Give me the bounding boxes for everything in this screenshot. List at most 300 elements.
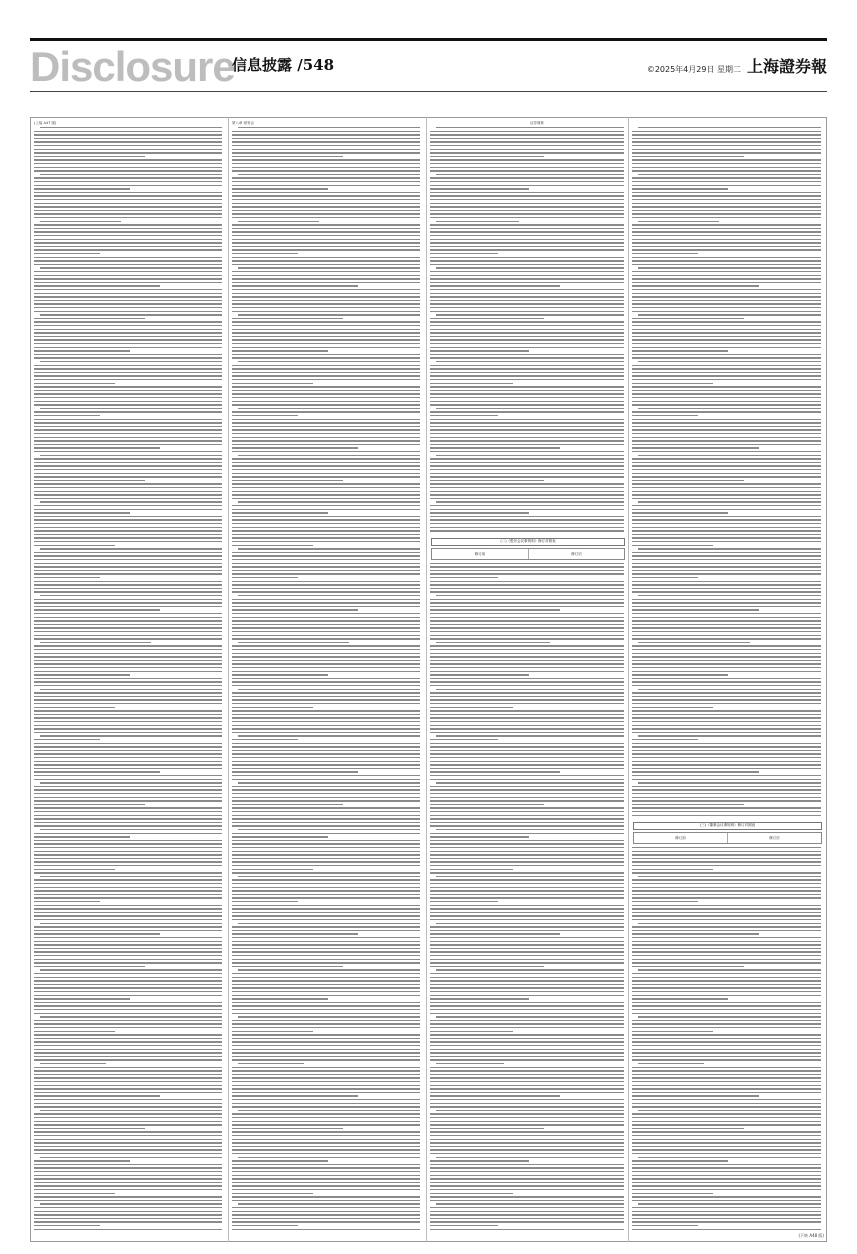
text-line — [632, 890, 821, 891]
text-line — [34, 1121, 222, 1122]
text-line — [34, 199, 222, 200]
text-line — [34, 1164, 222, 1165]
text-line — [632, 858, 821, 859]
text-line — [632, 753, 821, 754]
text-line — [34, 1045, 222, 1046]
text-line — [632, 1074, 821, 1075]
text-line — [34, 1211, 222, 1212]
text-line — [34, 1149, 222, 1150]
text-line — [34, 1020, 222, 1021]
text-line — [34, 505, 222, 506]
text-line — [632, 663, 821, 664]
text-line — [34, 905, 222, 906]
text-line — [232, 1193, 313, 1194]
text-line — [632, 645, 821, 646]
text-line — [232, 681, 420, 682]
text-line — [632, 422, 821, 423]
text-line — [632, 473, 821, 474]
text-line — [232, 253, 298, 254]
text-line — [632, 804, 744, 805]
text-line — [238, 361, 420, 362]
text-line — [232, 1185, 420, 1186]
text-line — [34, 926, 222, 927]
text-line — [632, 437, 821, 438]
text-line — [232, 163, 420, 164]
text-line — [34, 440, 222, 441]
text-line — [632, 264, 821, 265]
text-line — [34, 530, 222, 531]
text-line — [34, 948, 222, 949]
text-line — [632, 537, 821, 538]
text-line — [632, 1211, 821, 1212]
text-line — [34, 1221, 222, 1222]
text-line — [632, 725, 821, 726]
text-line — [632, 1121, 821, 1122]
text-line — [638, 174, 821, 175]
text-line — [232, 480, 343, 481]
text-line — [632, 919, 821, 920]
text-line — [232, 498, 420, 499]
text-line — [232, 933, 358, 934]
text-line — [632, 321, 821, 322]
comparison-table-header — [431, 548, 625, 560]
text-line — [34, 1088, 222, 1089]
text-line — [238, 1203, 420, 1204]
text-line — [34, 836, 130, 837]
text-line — [34, 915, 222, 916]
text-line — [632, 606, 821, 607]
text-line — [34, 1005, 222, 1006]
table-header-after: 修订后 — [769, 836, 780, 840]
text-line — [632, 390, 821, 391]
text-line — [632, 307, 821, 308]
text-line — [632, 285, 759, 286]
text-line — [632, 930, 821, 931]
text-line — [638, 408, 821, 409]
text-line — [34, 1225, 100, 1226]
text-line — [34, 1085, 222, 1086]
text-line — [34, 1185, 222, 1186]
text-line — [638, 1016, 821, 1017]
text-line — [632, 167, 821, 168]
text-line — [632, 1067, 821, 1068]
text-line — [232, 368, 420, 369]
text-line — [632, 278, 821, 279]
text-line — [632, 1221, 821, 1222]
text-line — [232, 779, 420, 780]
text-line — [34, 811, 222, 812]
text-line — [34, 739, 100, 740]
text-line — [632, 602, 821, 603]
text-line — [632, 192, 821, 193]
text-line — [34, 818, 222, 819]
text-line — [34, 1095, 160, 1096]
text-line — [34, 843, 222, 844]
text-line — [40, 595, 222, 596]
text-line — [632, 638, 821, 639]
text-line — [34, 624, 222, 625]
text-line — [232, 573, 420, 574]
column-divider — [426, 117, 427, 1242]
text-line — [632, 1049, 821, 1050]
text-line — [34, 959, 222, 960]
text-line — [232, 897, 420, 898]
text-line — [632, 987, 821, 988]
text-line — [34, 681, 222, 682]
text-line — [232, 1200, 420, 1201]
text-line — [34, 1056, 222, 1057]
text-line — [40, 829, 222, 830]
text-line — [40, 782, 222, 783]
text-line — [34, 962, 222, 963]
text-line — [632, 404, 821, 405]
text-line — [632, 1229, 821, 1230]
text-line — [34, 663, 222, 664]
text-line — [632, 793, 821, 794]
text-line — [232, 483, 420, 484]
text-line — [34, 149, 222, 150]
text-line — [34, 1207, 222, 1208]
text-line — [34, 336, 222, 337]
text-line — [632, 411, 821, 412]
text-line — [238, 642, 349, 643]
text-line — [34, 793, 222, 794]
text-line — [40, 127, 222, 128]
text-line — [632, 951, 821, 952]
text-line — [632, 681, 821, 682]
text-line — [632, 451, 821, 452]
text-line — [40, 501, 222, 502]
text-line — [232, 1225, 298, 1226]
text-line — [632, 426, 821, 427]
text-line — [632, 1185, 821, 1186]
text-line — [232, 275, 420, 276]
text-line — [638, 735, 821, 736]
text-line — [632, 915, 821, 916]
text-line — [632, 944, 821, 945]
text-line — [632, 728, 821, 729]
text-line — [34, 635, 222, 636]
text-line — [632, 613, 821, 614]
text-line — [232, 393, 420, 394]
text-line — [238, 689, 420, 690]
text-line — [34, 512, 130, 513]
text-line — [232, 887, 420, 888]
text-line — [632, 271, 821, 272]
text-line — [232, 1020, 420, 1021]
text-line — [34, 1142, 222, 1143]
text-line — [232, 627, 420, 628]
text-line — [632, 577, 698, 578]
text-line — [232, 1103, 420, 1104]
text-line — [34, 357, 222, 358]
text-line — [632, 631, 821, 632]
text-line — [34, 1124, 222, 1125]
text-line — [232, 746, 420, 747]
text-line — [34, 386, 222, 387]
text-line — [232, 1160, 328, 1161]
text-line — [232, 771, 358, 772]
text-line — [232, 1153, 420, 1154]
text-line — [632, 599, 821, 600]
text-line — [430, 1160, 529, 1161]
text-line — [34, 415, 100, 416]
text-line — [632, 1124, 821, 1125]
text-line — [232, 519, 420, 520]
text-line — [232, 663, 420, 664]
text-line — [232, 768, 420, 769]
text-line — [34, 1106, 222, 1107]
text-line — [238, 221, 319, 222]
text-line — [232, 861, 420, 862]
text-line — [632, 447, 759, 448]
text-line — [232, 1164, 420, 1165]
text-line — [232, 260, 420, 261]
text-line — [40, 735, 222, 736]
text-line — [632, 1218, 821, 1219]
text-line — [632, 1171, 821, 1172]
text-line — [34, 869, 115, 870]
text-line — [34, 998, 130, 999]
text-line — [232, 429, 420, 430]
text-line — [232, 357, 420, 358]
text-line — [232, 181, 420, 182]
text-line — [232, 739, 298, 740]
text-line — [232, 570, 420, 571]
text-line — [232, 757, 420, 758]
text-line — [34, 537, 222, 538]
text-line — [232, 1189, 420, 1190]
text-line — [232, 703, 420, 704]
text-line — [232, 1135, 420, 1136]
text-line — [34, 613, 222, 614]
text-line — [632, 433, 821, 434]
text-line — [632, 242, 821, 243]
text-line — [632, 1139, 821, 1140]
text-line — [40, 174, 222, 175]
text-line — [34, 206, 222, 207]
text-line — [232, 552, 420, 553]
text-line — [34, 163, 222, 164]
text-line — [232, 228, 420, 229]
text-line — [632, 1128, 744, 1129]
text-line — [638, 221, 719, 222]
text-line — [232, 818, 420, 819]
text-line — [232, 476, 420, 477]
text-line — [632, 1023, 821, 1024]
text-line — [34, 545, 115, 546]
text-line — [34, 746, 222, 747]
text-line — [34, 599, 222, 600]
text-line — [34, 973, 222, 974]
text-line — [34, 764, 222, 765]
text-line — [232, 685, 420, 686]
text-line — [632, 523, 821, 524]
text-line — [34, 653, 222, 654]
text-line — [232, 379, 420, 380]
text-line — [232, 451, 420, 452]
text-line — [632, 617, 821, 618]
text-line — [632, 159, 821, 160]
table-title: (二)《股东会议事规则》修订对照表 — [431, 538, 625, 546]
text-line — [34, 555, 222, 556]
text-line — [632, 1167, 821, 1168]
text-line — [430, 1128, 544, 1129]
text-line — [632, 1117, 821, 1118]
text-line — [632, 865, 821, 866]
text-line — [34, 822, 222, 823]
text-line — [632, 329, 821, 330]
text-line — [632, 570, 821, 571]
text-line — [34, 1092, 222, 1093]
text-line — [232, 959, 420, 960]
text-line — [632, 1103, 821, 1104]
text-line — [232, 530, 420, 531]
text-line — [638, 501, 821, 502]
text-line — [232, 1196, 420, 1197]
text-line — [232, 257, 420, 258]
text-line — [238, 782, 420, 783]
text-line — [34, 393, 222, 394]
text-line — [34, 721, 222, 722]
masthead-right — [647, 54, 827, 77]
text-line — [34, 231, 222, 232]
text-line — [34, 397, 222, 398]
text-line — [232, 134, 420, 135]
text-line — [34, 1139, 222, 1140]
text-line — [632, 368, 821, 369]
text-line — [34, 1049, 222, 1050]
text-line — [232, 631, 420, 632]
text-line — [232, 926, 420, 927]
text-line — [430, 480, 544, 481]
text-line — [40, 1016, 222, 1017]
text-line — [232, 912, 420, 913]
text-line — [34, 930, 222, 931]
text-line — [34, 523, 222, 524]
column-text-lines — [632, 121, 823, 1238]
text-line — [34, 609, 160, 610]
text-line — [632, 440, 821, 441]
text-line — [34, 840, 222, 841]
text-line — [632, 1196, 821, 1197]
text-line — [34, 807, 222, 808]
text-line — [632, 1200, 821, 1201]
text-line — [34, 833, 222, 834]
text-line — [638, 127, 821, 128]
text-column-2 — [232, 121, 422, 1238]
text-line — [34, 1059, 222, 1060]
text-line — [632, 671, 821, 672]
newspaper-name: 上海證券報 — [746, 57, 827, 76]
text-line — [430, 383, 513, 384]
text-line — [40, 1203, 222, 1204]
text-line — [632, 483, 821, 484]
text-line — [632, 138, 821, 139]
text-line — [34, 1229, 222, 1230]
text-line — [34, 1128, 145, 1129]
text-line — [232, 1113, 420, 1114]
text-line — [34, 591, 222, 592]
text-line — [232, 649, 420, 650]
comparison-table-header — [633, 832, 822, 844]
text-line — [632, 861, 821, 862]
text-line — [232, 973, 420, 974]
text-line — [34, 458, 222, 459]
text-line — [34, 649, 222, 650]
text-line — [34, 858, 222, 859]
text-line — [232, 1067, 420, 1068]
text-line — [632, 1045, 821, 1046]
text-line — [232, 494, 420, 495]
text-line — [232, 1056, 420, 1057]
text-line — [34, 1013, 222, 1014]
text-line — [232, 386, 420, 387]
text-line — [632, 559, 821, 560]
text-line — [632, 185, 821, 186]
text-line — [34, 1153, 222, 1154]
text-line — [632, 1034, 821, 1035]
text-line — [232, 710, 420, 711]
text-line — [34, 1067, 222, 1068]
text-line — [632, 1178, 821, 1179]
text-line — [632, 620, 821, 621]
text-line — [232, 674, 328, 675]
text-line — [632, 1027, 821, 1028]
text-line — [232, 199, 420, 200]
text-line — [232, 318, 343, 319]
continued-page-note: (下转 A48 版) — [798, 1233, 824, 1238]
text-line — [430, 415, 498, 416]
text-line — [232, 836, 328, 837]
text-line — [34, 1052, 222, 1053]
text-line — [232, 415, 298, 416]
text-line — [632, 552, 821, 553]
text-line — [232, 300, 420, 301]
text-line — [238, 267, 420, 268]
text-line — [232, 185, 420, 186]
text-line — [632, 149, 821, 150]
text-line — [34, 264, 222, 265]
text-line — [232, 1077, 420, 1078]
text-line — [34, 177, 222, 178]
text-line — [34, 527, 222, 528]
text-line — [232, 937, 420, 938]
text-line — [632, 375, 821, 376]
text-line — [632, 912, 821, 913]
text-line — [232, 1099, 420, 1100]
text-line — [34, 1113, 222, 1114]
text-line — [34, 1196, 222, 1197]
text-line — [34, 141, 222, 142]
column-divider — [628, 117, 629, 1242]
text-line — [638, 642, 750, 643]
text-line — [632, 217, 821, 218]
text-line — [232, 869, 313, 870]
text-line — [34, 519, 222, 520]
text-line — [34, 239, 222, 240]
text-line — [34, 937, 222, 938]
text-line — [34, 318, 145, 319]
text-line — [238, 548, 420, 549]
text-line — [232, 1128, 343, 1129]
text-line — [232, 1229, 420, 1230]
text-line — [232, 141, 420, 142]
text-line — [632, 239, 821, 240]
text-line — [232, 462, 420, 463]
text-line — [232, 645, 420, 646]
text-line — [34, 797, 222, 798]
